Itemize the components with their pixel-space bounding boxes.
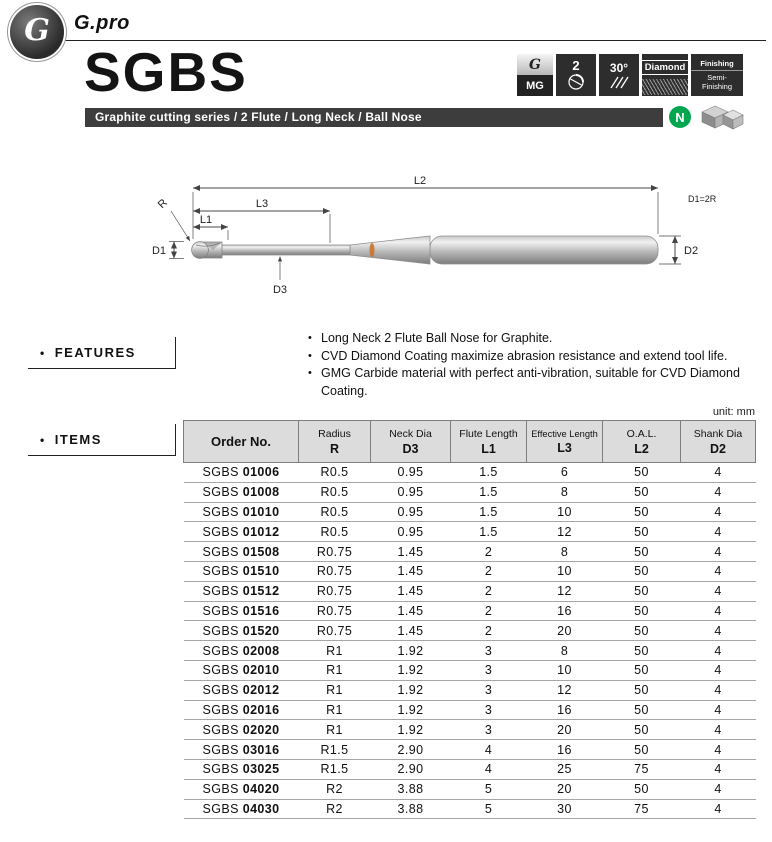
order-no-cell: SGBS 01516 xyxy=(184,601,299,621)
neck-dia-cell: 0.95 xyxy=(371,522,451,542)
flute-length-cell: 1.5 xyxy=(451,482,527,502)
dim-label-l3: L3 xyxy=(255,198,269,210)
radius-cell: R2 xyxy=(299,779,371,799)
effective-length-cell: 12 xyxy=(527,680,603,700)
oal-cell: 50 xyxy=(603,561,681,581)
order-no-cell: SGBS 01010 xyxy=(184,502,299,522)
order-no-cell: SGBS 01508 xyxy=(184,542,299,562)
effective-length-cell: 10 xyxy=(527,561,603,581)
oal-cell: 50 xyxy=(603,700,681,720)
neck-dia-cell: 1.45 xyxy=(371,601,451,621)
dim-label-l1: L1 xyxy=(199,214,213,226)
flute-length-cell: 3 xyxy=(451,680,527,700)
dimension-labels xyxy=(152,175,717,296)
brand-name: G.pro xyxy=(74,12,130,34)
items-table-header xyxy=(184,421,756,463)
flute-length-cell: 3 xyxy=(451,641,527,661)
radius-cell: R1 xyxy=(299,660,371,680)
neck-dia-cell: 0.95 xyxy=(371,482,451,502)
order-no-cell: SGBS 02020 xyxy=(184,720,299,740)
shank-dia-cell: 4 xyxy=(681,779,756,799)
radius-cell: R0.5 xyxy=(299,502,371,522)
order-no-cell: SGBS 04020 xyxy=(184,779,299,799)
col-header-effective-length: Effective Length L3 xyxy=(527,421,603,463)
order-no-cell: SGBS 02012 xyxy=(184,680,299,700)
effective-length-cell: 16 xyxy=(527,700,603,720)
brand-logo xyxy=(10,5,64,59)
dim-label-l2: L2 xyxy=(413,175,427,187)
col-header-oal: O.A.L. L2 xyxy=(603,421,681,463)
radius-cell: R0.5 xyxy=(299,463,371,483)
order-no-cell: SGBS 01012 xyxy=(184,522,299,542)
radius-cell: R0.75 xyxy=(299,561,371,581)
order-no-cell: SGBS 01520 xyxy=(184,621,299,641)
radius-cell: R0.75 xyxy=(299,621,371,641)
radius-cell: R1 xyxy=(299,680,371,700)
order-no-cell: SGBS 02008 xyxy=(184,641,299,661)
order-no-cell: SGBS 04030 xyxy=(184,799,299,819)
shank-dia-cell: 4 xyxy=(681,740,756,760)
table-row xyxy=(184,759,756,779)
table-row xyxy=(184,779,756,799)
neck-dia-cell: 1.92 xyxy=(371,660,451,680)
shank-dia-cell: 4 xyxy=(681,720,756,740)
table-row xyxy=(184,740,756,760)
flute-count-badge xyxy=(556,54,596,96)
table-row xyxy=(184,799,756,819)
dimension-lines xyxy=(169,188,681,280)
feature-bullet: • Long Neck 2 Flute Ball Nose for Graphite. xyxy=(308,330,758,348)
flute-length-cell: 5 xyxy=(451,799,527,819)
table-row xyxy=(184,502,756,522)
table-row xyxy=(184,542,756,562)
effective-length-cell: 20 xyxy=(527,621,603,641)
oal-cell: 50 xyxy=(603,660,681,680)
brand-logo-letter: G xyxy=(24,13,50,48)
oal-cell: 50 xyxy=(603,482,681,502)
helix-angle-badge xyxy=(599,54,639,96)
neck-dia-cell: 1.45 xyxy=(371,621,451,641)
oal-cell: 50 xyxy=(603,581,681,601)
shank-dia-cell: 4 xyxy=(681,522,756,542)
effective-length-cell: 8 xyxy=(527,641,603,661)
radius-cell: R1 xyxy=(299,641,371,661)
oal-cell: 50 xyxy=(603,641,681,661)
flute-length-cell: 1.5 xyxy=(451,522,527,542)
radius-cell: R0.75 xyxy=(299,542,371,562)
shank-dia-cell: 4 xyxy=(681,502,756,522)
oal-cell: 50 xyxy=(603,680,681,700)
flute-length-cell: 1.5 xyxy=(451,502,527,522)
flute-length-cell: 4 xyxy=(451,759,527,779)
order-no-cell: SGBS 01006 xyxy=(184,463,299,483)
shank-dia-cell: 4 xyxy=(681,542,756,562)
shank-dia-cell: 4 xyxy=(681,601,756,621)
unit-note: unit: mm xyxy=(712,406,755,418)
order-no-cell: SGBS 01512 xyxy=(184,581,299,601)
order-no-cell: SGBS 01008 xyxy=(184,482,299,502)
finishing-line3: Finishing xyxy=(701,82,732,91)
flute-length-cell: 2 xyxy=(451,561,527,581)
neck-dia-cell: 2.90 xyxy=(371,740,451,760)
finishing-line1: Finishing xyxy=(691,59,743,71)
neck-dia-cell: 1.45 xyxy=(371,561,451,581)
items-heading: • ITEMS xyxy=(28,424,176,456)
order-no-cell: SGBS 03016 xyxy=(184,740,299,760)
flute-length-cell: 4 xyxy=(451,740,527,760)
radius-cell: R2 xyxy=(299,799,371,819)
neck-dia-cell: 0.95 xyxy=(371,463,451,483)
material-grade-bottom: MG xyxy=(517,75,553,96)
features-heading: • FEATURES xyxy=(28,337,176,369)
finishing-line2: Semi- xyxy=(707,73,727,82)
radius-cell: R0.75 xyxy=(299,581,371,601)
shank-dia-cell: 4 xyxy=(681,641,756,661)
col-header-order-no: Order No. xyxy=(184,421,299,463)
radius-cell: R0.5 xyxy=(299,482,371,502)
neck-dia-cell: 3.88 xyxy=(371,799,451,819)
coating-hatch-icon xyxy=(642,79,688,95)
order-no-cell: SGBS 01510 xyxy=(184,561,299,581)
flute-length-cell: 3 xyxy=(451,720,527,740)
radius-cell: R0.5 xyxy=(299,522,371,542)
neck-dia-cell: 0.95 xyxy=(371,502,451,522)
dim-label-d2: D2 xyxy=(684,245,699,257)
flute-length-cell: 2 xyxy=(451,621,527,641)
effective-length-cell: 12 xyxy=(527,581,603,601)
table-row xyxy=(184,463,756,483)
features-list xyxy=(308,330,758,400)
table-row xyxy=(184,621,756,641)
flute-length-cell: 2 xyxy=(451,542,527,562)
neck-dia-cell: 3.88 xyxy=(371,779,451,799)
table-row xyxy=(184,641,756,661)
helix-angle-value: 30° xyxy=(609,60,629,75)
flute-count-value: 2 xyxy=(572,58,580,73)
flute-length-cell: 2 xyxy=(451,601,527,621)
oal-cell: 50 xyxy=(603,522,681,542)
shank-dia-cell: 4 xyxy=(681,463,756,483)
dim-note-d1-2r: D1=2R xyxy=(688,194,717,204)
flute-length-cell: 2 xyxy=(451,581,527,601)
dim-label-d3: D3 xyxy=(272,284,288,296)
oal-cell: 75 xyxy=(603,759,681,779)
neck-dia-cell: 1.45 xyxy=(371,581,451,601)
table-row xyxy=(184,680,756,700)
tool-diagram xyxy=(0,148,772,323)
material-badge xyxy=(517,54,553,96)
flute-length-cell: 1.5 xyxy=(451,463,527,483)
col-header-flute-length: Flute Length L1 xyxy=(451,421,527,463)
order-no-cell: SGBS 02010 xyxy=(184,660,299,680)
radius-cell: R1.5 xyxy=(299,740,371,760)
oal-cell: 50 xyxy=(603,463,681,483)
shank-dia-cell: 4 xyxy=(681,561,756,581)
series-description-bar: Graphite cutting series / 2 Flute / Long Neck / Ball Nose xyxy=(85,108,663,127)
neck-dia-cell: 1.92 xyxy=(371,641,451,661)
spec-badges xyxy=(517,54,743,96)
dim-label-r: R xyxy=(155,196,170,211)
effective-length-cell: 10 xyxy=(527,660,603,680)
table-row xyxy=(184,700,756,720)
material-grade-top: G xyxy=(517,54,553,75)
oal-cell: 50 xyxy=(603,621,681,641)
flute-length-cell: 3 xyxy=(451,700,527,720)
order-no-cell: SGBS 03025 xyxy=(184,759,299,779)
radius-cell: R1 xyxy=(299,720,371,740)
n-material-badge: N xyxy=(669,106,691,128)
oal-cell: 50 xyxy=(603,601,681,621)
end-mill-end-view-icon xyxy=(567,73,585,91)
shank-dia-cell: 4 xyxy=(681,482,756,502)
radius-cell: R0.75 xyxy=(299,601,371,621)
effective-length-cell: 20 xyxy=(527,779,603,799)
oal-cell: 50 xyxy=(603,720,681,740)
shank-dia-cell: 4 xyxy=(681,759,756,779)
neck-dia-cell: 2.90 xyxy=(371,759,451,779)
effective-length-cell: 16 xyxy=(527,601,603,621)
neck-dia-cell: 1.92 xyxy=(371,680,451,700)
shank-dia-cell: 4 xyxy=(681,660,756,680)
table-row xyxy=(184,482,756,502)
table-row xyxy=(184,660,756,680)
page-title: SGBS xyxy=(84,41,248,103)
workpiece-icon xyxy=(699,103,747,131)
coating-badge xyxy=(642,54,688,96)
dim-label-d1: D1 xyxy=(151,245,166,257)
feature-bullet: • CVD Diamond Coating maximize abrasion resistance and extend tool life. xyxy=(308,348,758,366)
effective-length-cell: 8 xyxy=(527,482,603,502)
shank-dia-cell: 4 xyxy=(681,581,756,601)
effective-length-cell: 8 xyxy=(527,542,603,562)
items-table xyxy=(183,420,756,819)
shank-dia-cell: 4 xyxy=(681,621,756,641)
shank-dia-cell: 4 xyxy=(681,680,756,700)
effective-length-cell: 25 xyxy=(527,759,603,779)
radius-cell: R1 xyxy=(299,700,371,720)
order-no-cell: SGBS 02016 xyxy=(184,700,299,720)
neck-dia-cell: 1.92 xyxy=(371,700,451,720)
col-header-radius: Radius R xyxy=(299,421,371,463)
table-row xyxy=(184,561,756,581)
col-header-shank-dia: Shank Dia D2 xyxy=(681,421,756,463)
table-row xyxy=(184,720,756,740)
col-header-neck-dia: Neck Dia D3 xyxy=(371,421,451,463)
shank-dia-cell: 4 xyxy=(681,799,756,819)
radius-cell: R1.5 xyxy=(299,759,371,779)
effective-length-cell: 20 xyxy=(527,720,603,740)
effective-length-cell: 10 xyxy=(527,502,603,522)
oal-cell: 50 xyxy=(603,779,681,799)
helix-lines-icon xyxy=(609,76,629,89)
oal-cell: 75 xyxy=(603,799,681,819)
finishing-badge xyxy=(691,54,743,96)
table-row xyxy=(184,601,756,621)
effective-length-cell: 12 xyxy=(527,522,603,542)
effective-length-cell: 30 xyxy=(527,799,603,819)
table-row xyxy=(184,581,756,601)
effective-length-cell: 6 xyxy=(527,463,603,483)
feature-bullet: • GMG Carbide material with perfect anti-vibration, suitable for CVD Diamond Coating. xyxy=(308,365,758,400)
shank-dia-cell: 4 xyxy=(681,700,756,720)
tool-shape xyxy=(192,236,658,264)
oal-cell: 50 xyxy=(603,542,681,562)
laser-mark xyxy=(370,243,375,257)
neck-dia-cell: 1.92 xyxy=(371,720,451,740)
coating-name: Diamond xyxy=(642,60,688,75)
flute-length-cell: 5 xyxy=(451,779,527,799)
neck-dia-cell: 1.45 xyxy=(371,542,451,562)
effective-length-cell: 16 xyxy=(527,740,603,760)
table-row xyxy=(184,522,756,542)
flute-length-cell: 3 xyxy=(451,660,527,680)
items-table-body xyxy=(184,463,756,819)
oal-cell: 50 xyxy=(603,502,681,522)
oal-cell: 50 xyxy=(603,740,681,760)
